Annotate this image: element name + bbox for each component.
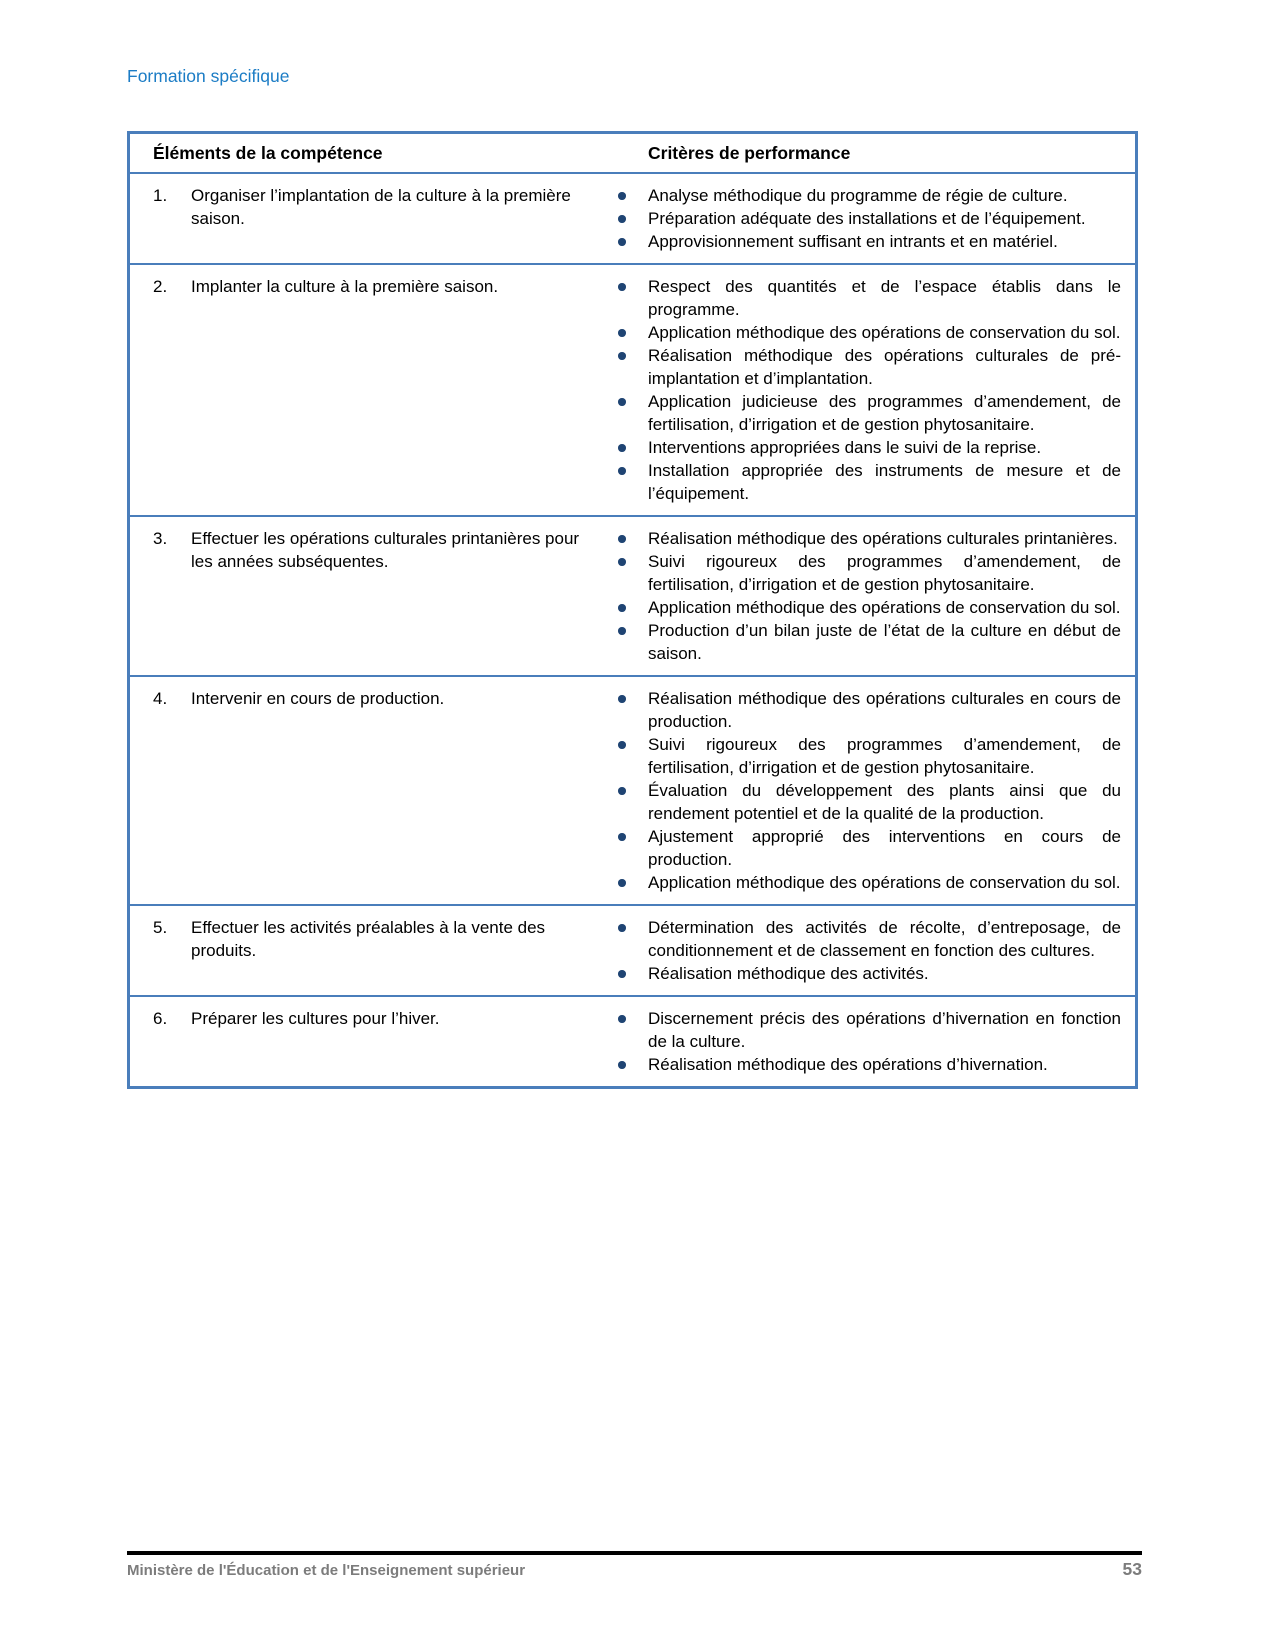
element-number: 4. bbox=[153, 689, 168, 708]
criterion-item bbox=[617, 230, 1121, 253]
bullet-icon bbox=[617, 459, 648, 505]
element-text: Intervenir en cours de production. bbox=[191, 689, 445, 708]
element-cell bbox=[130, 677, 610, 904]
table-row bbox=[130, 172, 1135, 263]
criterion-item bbox=[617, 550, 1121, 596]
element-number: 6. bbox=[153, 1009, 168, 1028]
bullet-icon bbox=[617, 733, 648, 779]
criteria-cell bbox=[610, 997, 1135, 1086]
element-number: 3. bbox=[153, 529, 168, 548]
bullet-icon bbox=[617, 962, 648, 985]
table-row bbox=[130, 675, 1135, 904]
criterion-text: Réalisation méthodique des opérations culturales de pré-implantation et d’implantation. bbox=[648, 346, 1121, 388]
criterion-text: Interventions appropriées dans le suivi de la reprise. bbox=[648, 438, 1042, 457]
criterion-item bbox=[617, 962, 1121, 985]
column-header-criteres: Critères de performance bbox=[648, 143, 851, 163]
bullet-icon bbox=[617, 871, 648, 894]
criterion-text: Réalisation méthodique des activités. bbox=[648, 964, 929, 983]
criterion-text: Réalisation méthodique des opérations culturales printanières. bbox=[648, 529, 1118, 548]
criterion-item bbox=[617, 344, 1121, 390]
bullet-icon bbox=[617, 230, 648, 253]
bullet-icon bbox=[617, 916, 648, 962]
bullet-icon bbox=[617, 1053, 648, 1076]
criterion-text: Respect des quantités et de l’espace établis dans le programme. bbox=[648, 277, 1121, 319]
table-row bbox=[130, 263, 1135, 515]
element-cell bbox=[130, 906, 610, 995]
element-text: Préparer les cultures pour l’hiver. bbox=[191, 1009, 440, 1028]
table-row bbox=[130, 515, 1135, 675]
criteria-cell bbox=[610, 906, 1135, 995]
element-number: 1. bbox=[153, 186, 168, 205]
element-cell bbox=[130, 517, 610, 675]
bullet-icon bbox=[617, 321, 648, 344]
criteria-list bbox=[617, 527, 1121, 665]
element-number: 5. bbox=[153, 918, 168, 937]
criterion-text: Ajustement approprié des interventions en cours de production. bbox=[648, 827, 1121, 869]
criterion-item bbox=[617, 184, 1121, 207]
bullet-icon bbox=[617, 619, 648, 665]
page-footer bbox=[127, 1551, 1142, 1580]
criterion-item bbox=[617, 390, 1121, 436]
criterion-text: Préparation adéquate des installations et de l’équipement. bbox=[648, 209, 1086, 228]
criterion-text: Production d’un bilan juste de l’état de la culture en début de saison. bbox=[648, 621, 1121, 663]
criterion-text: Suivi rigoureux des programmes d’amendement, de fertilisation, d’irrigation et de gestion phytosanitaire. bbox=[648, 735, 1121, 777]
criterion-text: Discernement précis des opérations d’hivernation en fonction de la culture. bbox=[648, 1009, 1121, 1051]
criterion-text: Application méthodique des opérations de conservation du sol. bbox=[648, 323, 1121, 342]
criteria-cell bbox=[610, 265, 1135, 515]
criterion-text: Application judicieuse des programmes d’amendement, de fertilisation, d’irrigation et de gestion phytosanitaire. bbox=[648, 392, 1121, 434]
criterion-item bbox=[617, 207, 1121, 230]
element-cell bbox=[130, 997, 610, 1086]
criterion-text: Réalisation méthodique des opérations culturales en cours de production. bbox=[648, 689, 1121, 731]
criterion-item bbox=[617, 1007, 1121, 1053]
criteria-list bbox=[617, 1007, 1121, 1076]
criteria-cell bbox=[610, 174, 1135, 263]
bullet-icon bbox=[617, 344, 648, 390]
criterion-item bbox=[617, 527, 1121, 550]
criteria-list bbox=[617, 275, 1121, 505]
element-text: Implanter la culture à la première saison. bbox=[191, 277, 499, 296]
criterion-item bbox=[617, 687, 1121, 733]
criterion-text: Détermination des activités de récolte, d’entreposage, de conditionnement et de classement en fonction des cultures. bbox=[648, 918, 1121, 960]
element-number: 2. bbox=[153, 277, 168, 296]
bullet-icon bbox=[617, 207, 648, 230]
element-cell bbox=[130, 265, 610, 515]
criteria-list bbox=[617, 184, 1121, 253]
bullet-icon bbox=[617, 184, 648, 207]
criterion-item bbox=[617, 321, 1121, 344]
criterion-text: Réalisation méthodique des opérations d’hivernation. bbox=[648, 1055, 1048, 1074]
criterion-item bbox=[617, 825, 1121, 871]
criteria-list bbox=[617, 916, 1121, 985]
criterion-item bbox=[617, 275, 1121, 321]
competence-table bbox=[127, 131, 1138, 1089]
element-text: Organiser l’implantation de la culture à la première saison. bbox=[191, 186, 571, 228]
criteria-list bbox=[617, 687, 1121, 894]
criterion-item bbox=[617, 619, 1121, 665]
column-header-elements: Éléments de la compétence bbox=[153, 143, 383, 163]
criterion-text: Suivi rigoureux des programmes d’amendement, de fertilisation, d’irrigation et de gestion phytosanitaire. bbox=[648, 552, 1121, 594]
section-label: Formation spécifique bbox=[127, 66, 290, 86]
footer-page-number: 53 bbox=[1122, 1558, 1142, 1579]
bullet-icon bbox=[617, 687, 648, 733]
bullet-icon bbox=[617, 390, 648, 436]
element-text: Effectuer les opérations culturales printanières pour les années subséquentes. bbox=[191, 529, 580, 571]
criterion-text: Installation appropriée des instruments de mesure et de l’équipement. bbox=[648, 461, 1121, 503]
criterion-item bbox=[617, 733, 1121, 779]
criterion-item bbox=[617, 459, 1121, 505]
bullet-icon bbox=[617, 275, 648, 321]
criterion-item bbox=[617, 916, 1121, 962]
bullet-icon bbox=[617, 527, 648, 550]
footer-ministry: Ministère de l'Éducation et de l'Enseignement supérieur bbox=[127, 1561, 526, 1579]
criterion-item bbox=[617, 779, 1121, 825]
footer-rule bbox=[127, 1551, 1142, 1555]
table-row bbox=[130, 904, 1135, 995]
bullet-icon bbox=[617, 596, 648, 619]
table-body bbox=[130, 172, 1135, 1086]
bullet-icon bbox=[617, 1007, 648, 1053]
element-cell bbox=[130, 174, 610, 263]
table-row bbox=[130, 995, 1135, 1086]
criterion-item bbox=[617, 436, 1121, 459]
table-header-row bbox=[130, 134, 1135, 172]
criteria-cell bbox=[610, 517, 1135, 675]
criterion-item bbox=[617, 596, 1121, 619]
element-text: Effectuer les activités préalables à la vente des produits. bbox=[191, 918, 546, 960]
footer-text-row bbox=[127, 1559, 1142, 1580]
criterion-text: Application méthodique des opérations de conservation du sol. bbox=[648, 873, 1121, 892]
criterion-text: Approvisionnement suffisant en intrants et en matériel. bbox=[648, 232, 1058, 251]
bullet-icon bbox=[617, 550, 648, 596]
bullet-icon bbox=[617, 779, 648, 825]
criterion-text: Application méthodique des opérations de conservation du sol. bbox=[648, 598, 1121, 617]
criteria-cell bbox=[610, 677, 1135, 904]
criterion-item bbox=[617, 871, 1121, 894]
bullet-icon bbox=[617, 436, 648, 459]
criterion-text: Analyse méthodique du programme de régie de culture. bbox=[648, 186, 1068, 205]
criterion-item bbox=[617, 1053, 1121, 1076]
criterion-text: Évaluation du développement des plants ainsi que du rendement potentiel et de la qualité de la production. bbox=[648, 781, 1121, 823]
bullet-icon bbox=[617, 825, 648, 871]
